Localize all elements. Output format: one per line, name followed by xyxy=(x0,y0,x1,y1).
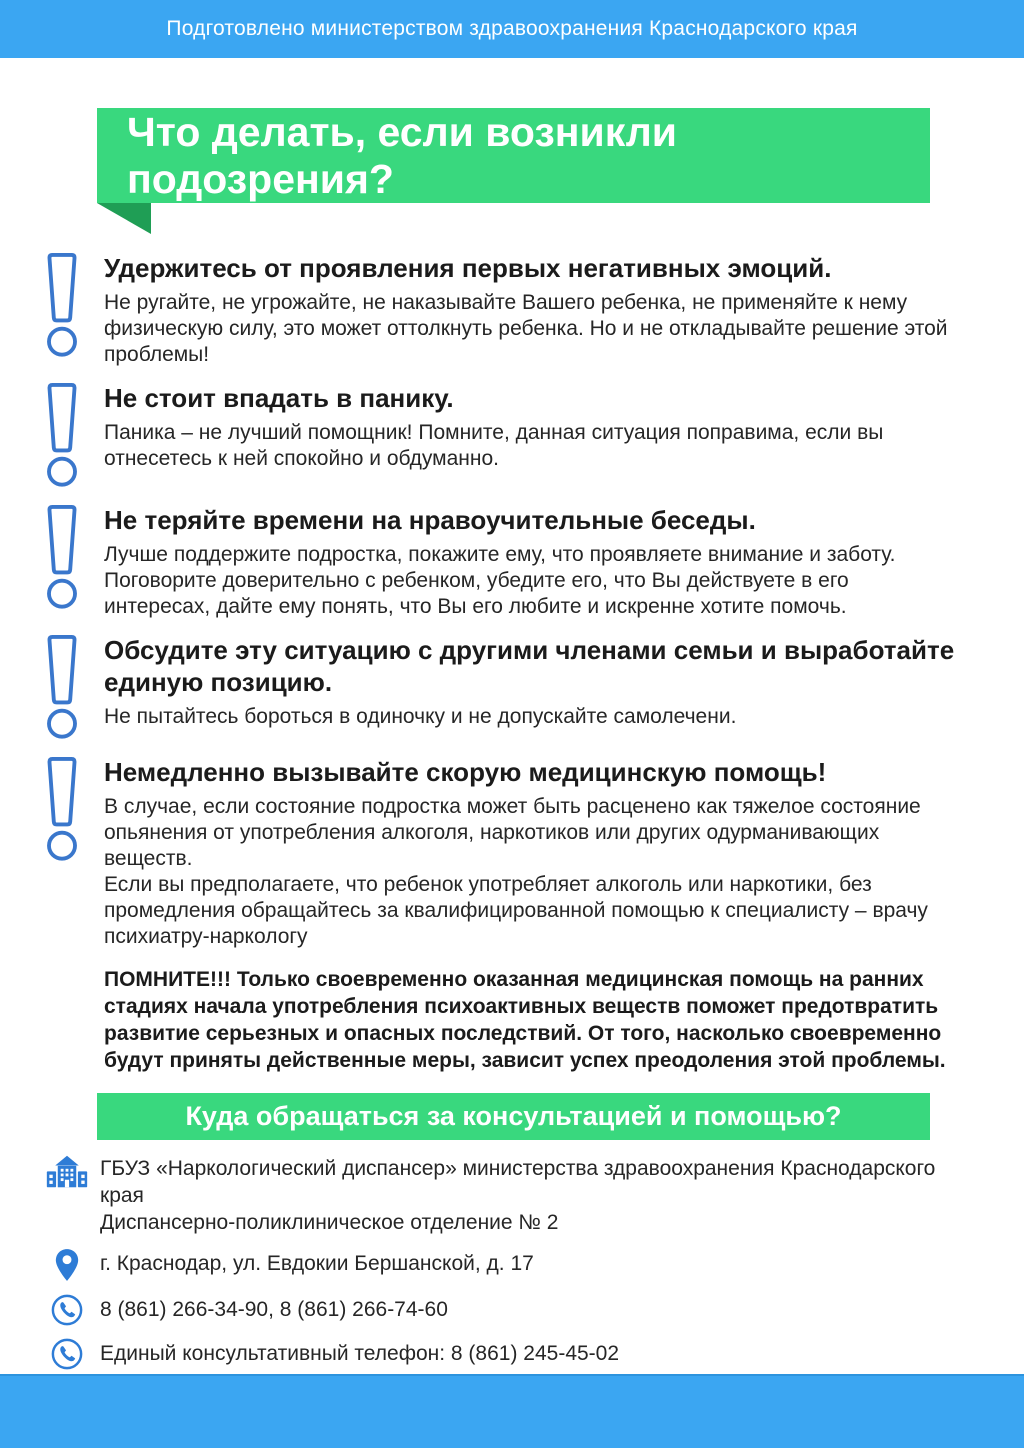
section-text xyxy=(104,634,960,742)
contact-row-phones xyxy=(46,1293,976,1326)
advice-section xyxy=(40,634,960,742)
title-banner xyxy=(97,108,930,203)
section-heading: Немедленно вызывайте скорую медицинскую помощь! xyxy=(104,757,827,787)
contact-text xyxy=(100,1247,534,1277)
banner-fold-shape xyxy=(97,203,151,234)
phone-icon xyxy=(46,1293,88,1326)
page-title: Что делать, если возникли подозрения? xyxy=(127,108,678,202)
section-paragraph: Не ругайте, не угрожайте, не наказывайте Вашего ребенка, не применяйте к нему физическую силу, это может оттолкнуть ребенка. Но и не откладывайте решение этой проблемы! xyxy=(104,291,948,366)
contact-row-hotline xyxy=(46,1337,976,1370)
contact-text xyxy=(100,1152,976,1236)
section-heading: Обсудите эту ситуацию с другими членами семьи и выработайте единую позицию. xyxy=(104,635,955,697)
section-paragraph: В случае, если состояние подростка может быть расценено как тяжелое состояние опьянения от употребления алкоголя, наркотиков или других одурманивающих веществ. xyxy=(104,795,921,870)
location-pin-icon xyxy=(46,1247,88,1282)
section-heading: Удержитесь от проявления первых негативных эмоций. xyxy=(104,253,832,283)
section-paragraph: Не пытайтесь бороться в одиночку и не допускайте самолечени. xyxy=(104,705,737,728)
advice-sections xyxy=(40,252,960,1074)
section-heading: Не стоит впадать в панику. xyxy=(104,383,454,413)
contacts-header-banner xyxy=(97,1093,930,1140)
contact-line: Единый консультативный телефон: 8 (861) 245-45-02 xyxy=(100,1342,620,1365)
contact-text xyxy=(100,1337,619,1367)
section-text xyxy=(104,504,960,620)
section-paragraph: Паника – не лучший помощник! Помните, данная ситуация поправима, если вы отнесетесь к ней спокойно и обдуманно. xyxy=(104,421,884,470)
section-text xyxy=(104,756,960,950)
exclamation-icon xyxy=(40,756,84,950)
section-paragraph: Лучше поддержите подростка, покажите ему, что проявляете внимание и заботу. Поговорите доверительно с ребенком, убедите его, что Вы действуете в его интересах, дайте ему понять, что Вы его любите и искренне хотите помочь. xyxy=(104,543,896,618)
contact-row-clinic xyxy=(46,1152,976,1236)
contact-line: ГБУЗ «Наркологический диспансер» министерства здравоохранения Краснодарского края xyxy=(100,1157,936,1207)
building-icon xyxy=(46,1152,88,1193)
advice-section xyxy=(40,252,960,368)
contact-line: Диспансерно-поликлиническое отделение № 2 xyxy=(100,1211,559,1234)
bottom-bar xyxy=(0,1374,1024,1448)
exclamation-icon xyxy=(40,504,84,620)
exclamation-icon xyxy=(40,252,84,368)
advice-section xyxy=(40,504,960,620)
contacts-header-text: Куда обращаться за консультацией и помощью? xyxy=(185,1101,842,1131)
advice-section xyxy=(40,756,960,950)
top-bar-text: Подготовлено министерством здравоохранения Краснодарского края xyxy=(166,17,858,40)
section-paragraph: Если вы предполагаете, что ребенок употребляет алкоголь или наркотики, без промедления обращайтесь за квалифицированной помощью к специалисту – врачу психиатру-наркологу xyxy=(104,873,928,948)
section-heading: Не теряйте времени на нравоучительные беседы. xyxy=(104,505,756,535)
contact-line: 8 (861) 266-34-90, 8 (861) 266-74-60 xyxy=(100,1298,448,1321)
contact-text xyxy=(100,1293,448,1323)
contact-row-address xyxy=(46,1247,976,1282)
reminder-paragraph: ПОМНИТЕ!!! Только своевременно оказанная медицинская помощь на ранних стадиях начала употребления психоактивных веществ поможет предотвратить развитие серьезных и опасных последствий. От того, насколько своевременно будут приняты действенные меры, зависит успех преодоления этой проблемы. xyxy=(104,968,946,1072)
exclamation-icon xyxy=(40,634,84,742)
top-bar xyxy=(0,0,1024,58)
section-text xyxy=(104,252,960,368)
contact-line: г. Краснодар, ул. Евдокии Бершанской, д. 17 xyxy=(100,1252,534,1275)
exclamation-icon xyxy=(40,382,84,490)
section-text xyxy=(104,382,960,490)
advice-section xyxy=(40,382,960,490)
phone-icon xyxy=(46,1337,88,1370)
